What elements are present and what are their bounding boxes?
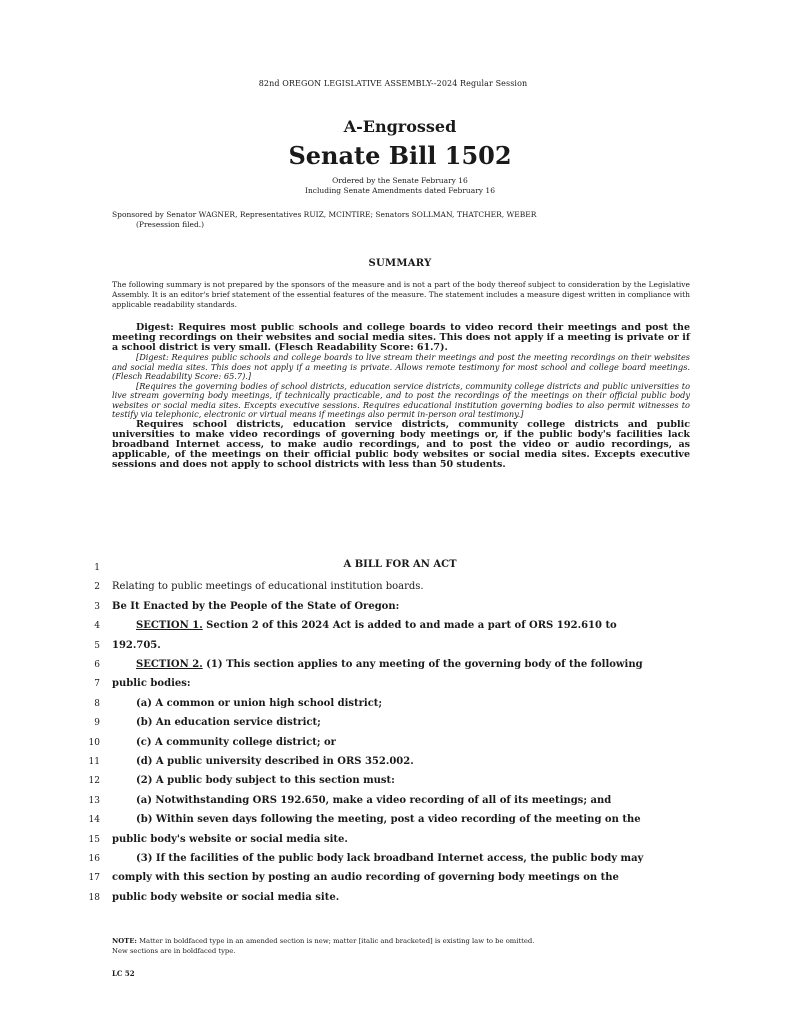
bill-line-text: (b) An education service district; bbox=[136, 717, 321, 728]
line-number: 7 bbox=[94, 679, 100, 689]
engrossed-label: A-Engrossed bbox=[343, 117, 457, 136]
bill-line bbox=[112, 737, 714, 748]
bill-line bbox=[112, 659, 714, 670]
line-number: 14 bbox=[88, 815, 100, 825]
bill-line bbox=[112, 620, 714, 631]
deleted-text: [Requires the governing bodies of school districts, education service districts, community college districts and public universities to live stream governing body meetings, if technically practicable, and to post the recordings of the meetings on their official public body websites or social media sites. Excepts executive sessions. Requires educational institution governing bodies to also permit witnesses to testify via telephonic, electronic or virtual means if meetings also permit in-person oral testimony.] bbox=[112, 380, 690, 419]
line-number: 5 bbox=[94, 641, 100, 651]
ordered-line: Ordered by the Senate February 16 bbox=[332, 176, 468, 185]
section-label: SECTION 2. bbox=[136, 659, 203, 670]
bill-line-text: comply with this section by posting an audio recording of governing body meetings on the bbox=[112, 872, 619, 883]
bill-heading: A BILL FOR AN ACT bbox=[343, 559, 457, 570]
bill-line-text: Relating to public meetings of educational institution boards. bbox=[112, 581, 424, 592]
line-number: 3 bbox=[94, 602, 100, 612]
line-number: 6 bbox=[94, 660, 100, 670]
session-header: 82nd OREGON LEGISLATIVE ASSEMBLY--2024 Regular Session bbox=[258, 79, 528, 88]
line-number: 2 bbox=[94, 582, 100, 592]
bill-line bbox=[112, 717, 714, 728]
digest-block bbox=[112, 323, 690, 470]
bill-line bbox=[112, 814, 714, 825]
bill-line bbox=[112, 756, 714, 767]
digest-text: Requires most public schools and college boards to video record their meetings and post the meeting recordings on their websites and social media sites. This does not apply if a meeting is private or if a school district is very small. (Flesch Readability Score: 61.7). bbox=[112, 322, 690, 353]
bill-line-text: (3) If the facilities of the public body lack broadband Internet access, the public body may bbox=[136, 853, 644, 864]
bill-line bbox=[112, 872, 690, 883]
bill-line bbox=[112, 834, 690, 845]
bill-line bbox=[112, 678, 690, 689]
bill-line bbox=[112, 892, 690, 903]
line-number: 11 bbox=[88, 757, 100, 767]
sponsor-info bbox=[112, 210, 692, 230]
digest-label: Digest: bbox=[136, 322, 174, 333]
bill-line-text: (a) A common or union high school district; bbox=[136, 698, 383, 709]
bill-line-text: (2) A public body subject to this section must: bbox=[136, 775, 395, 786]
bill-title: Senate Bill 1502 bbox=[288, 141, 512, 170]
bill-line-text: (b) Within seven days following the meeting, post a video recording of the meeting on the bbox=[136, 814, 641, 825]
line-number: 16 bbox=[88, 854, 100, 864]
bill-line bbox=[112, 581, 690, 592]
bill-line-text: (1) This section applies to any meeting of the governing body of the following bbox=[202, 659, 643, 670]
line-number: 17 bbox=[88, 873, 100, 883]
note-line-2: New sections are in boldfaced type. bbox=[112, 947, 236, 955]
ordered-info bbox=[0, 176, 786, 196]
presession-line: (Presession filed.) bbox=[136, 220, 205, 229]
amendments-line: Including Senate Amendments dated February 16 bbox=[305, 186, 495, 195]
bill-line bbox=[112, 853, 714, 864]
note-line bbox=[112, 936, 690, 946]
footer-note bbox=[112, 936, 690, 956]
section-label: SECTION 1. bbox=[136, 620, 203, 631]
bill-line-text: (a) Notwithstanding ORS 192.650, make a video recording of all of its meetings; and bbox=[136, 795, 612, 806]
bill-line bbox=[112, 698, 714, 709]
line-number: 9 bbox=[94, 718, 100, 728]
line-number: 18 bbox=[88, 893, 100, 903]
note-text: Matter in boldfaced type in an amended section is new; matter [italic and bracketed] is existing law to be omitted. bbox=[139, 937, 535, 945]
bill-line bbox=[112, 775, 714, 786]
summary-intro: The following summary is not prepared by the sponsors of the measure and is not a part of the body thereof subject to consideration by the Legislative Assembly. It is an editor's brief statement of the essential features of the measure. The statement includes a measure digest written in compliance with applicable readability standards. bbox=[112, 280, 690, 309]
line-number: 10 bbox=[88, 738, 100, 748]
new-text: Requires school districts, education service districts, community college districts and public universities to make video recordings of governing body meetings or, if the public body's facilities lack broadband Internet access, to make audio recordings, and to post the video or audio recordings, as applicable, of the meetings on their official public body websites or social media sites. Excepts executive sessions and does not apply to school districts with less than 50 students. bbox=[112, 418, 690, 470]
line-number: 13 bbox=[88, 796, 100, 806]
bill-line-text: public body website or social media site. bbox=[112, 892, 340, 903]
line-number: 4 bbox=[94, 621, 100, 631]
line-number: 1 bbox=[94, 563, 100, 573]
lc-number: LC 52 bbox=[112, 969, 135, 978]
sponsor-line: Sponsored by Senator WAGNER, Representatives RUIZ, MCINTIRE; Senators SOLLMAN, THATCHER, WEBER bbox=[112, 210, 537, 219]
bill-line bbox=[112, 601, 690, 612]
bill-line bbox=[112, 795, 714, 806]
digest-old: [Digest: Requires public schools and college boards to live stream their meetings and post the meeting recordings on their websites and social media sites. This does not apply if a meeting is private. Allows remote testimony for most school and college board meetings. (Flesch Readability Score: 65.7).] bbox=[112, 352, 690, 381]
summary-heading: SUMMARY bbox=[368, 258, 432, 269]
bill-line bbox=[112, 640, 690, 651]
line-number: 12 bbox=[88, 776, 100, 786]
digest-paragraph bbox=[112, 323, 690, 353]
bill-line-text: Section 2 of this 2024 Act is added to and made a part of ORS 192.610 to bbox=[202, 620, 617, 631]
bill-line-text: public bodies: bbox=[112, 678, 191, 689]
note-label: NOTE: bbox=[112, 937, 137, 945]
bill-line-text: public body's website or social media site. bbox=[112, 834, 348, 845]
line-number: 15 bbox=[88, 835, 100, 845]
bill-line-text: Be It Enacted by the People of the State of Oregon: bbox=[112, 601, 400, 612]
bill-line-text: 192.705. bbox=[112, 640, 161, 651]
bill-line-text: (d) A public university described in ORS 352.002. bbox=[136, 756, 414, 767]
line-number: 8 bbox=[94, 699, 100, 709]
bill-line-text: (c) A community college district; or bbox=[136, 737, 336, 748]
